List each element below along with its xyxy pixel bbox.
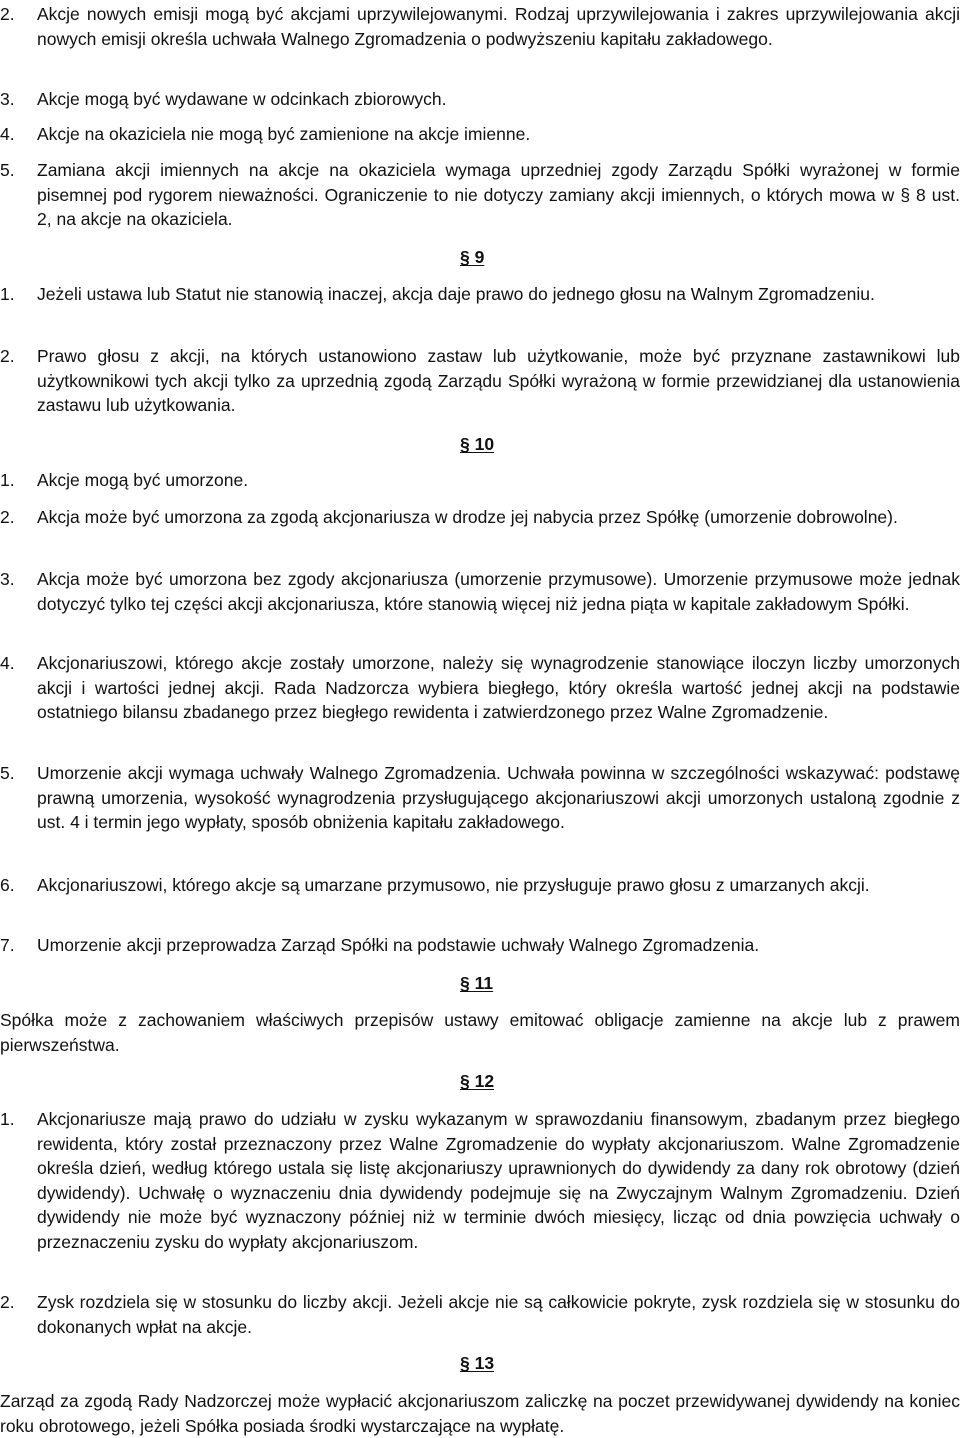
- paragraph-text: Spółka może z zachowaniem właściwych przepisów ustawy emitować obligacje zamienne na akcje lub z prawem pierwszeństwa.: [0, 1010, 960, 1055]
- item-text: Akcja może być umorzona za zgodą akcjonariusza w drodze jej nabycia przez Spółkę (umorzenie dobrowolne).: [37, 507, 898, 527]
- list-item: [0, 282, 960, 307]
- item-number: 5.: [0, 160, 15, 180]
- list-item: [0, 2, 960, 51]
- item-text: Jeżeli ustawa lub Statut nie stanowią inaczej, akcja daje prawo do jednego głosu na Walnym Zgromadzeniu.: [37, 284, 875, 304]
- list-item: [0, 158, 960, 232]
- item-text: Umorzenie akcji przeprowadza Zarząd Spółki na podstawie uchwały Walnego Zgromadzenia.: [37, 935, 760, 955]
- list-item: [0, 1290, 960, 1339]
- item-number: 1.: [0, 284, 15, 304]
- list-item: [0, 468, 960, 493]
- list-item: [0, 761, 960, 835]
- item-number: 3.: [0, 569, 15, 589]
- list-item: [0, 344, 960, 418]
- item-text: Akcje mogą być wydawane w odcinkach zbiorowych.: [37, 89, 447, 109]
- section-heading: § 11: [460, 973, 494, 993]
- item-text: Akcjonariuszowi, którego akcje zostały umorzone, należy się wynagrodzenie stanowiące iloczyn liczby umorzonych akcji i wartości jednej akcji. Rada Nadzorcza wybiera biegłego, który określa wartość jednej akcji na podstawie ostatniego bilansu zbadanego przez biegłego rewidenta i zatwierdzonego przez Walne Zgromadzenie.: [37, 653, 960, 722]
- item-text: Prawo głosu z akcji, na których ustanowiono zastaw lub użytkowanie, może być przyznane zastawnikowi lub użytkownikowi tych akcji tylko za uprzednią zgodą Zarządu Spółki wyrażoną w formie przewidzianej dla ustanowienia zastawu lub użytkowania.: [37, 346, 960, 415]
- item-number: 2.: [0, 1292, 15, 1312]
- item-text: Akcje nowych emisji mogą być akcjami uprzywilejowanymi. Rodzaj uprzywilejowania i zakres uprzywilejowania akcji nowych emisji określa uchwała Walnego Zgromadzenia o podwyższeniu kapitału zakładowego.: [37, 4, 960, 49]
- item-number: 1.: [0, 1109, 15, 1129]
- section-heading: § 10: [460, 434, 495, 454]
- section-heading: § 9: [460, 247, 485, 267]
- item-number: 1.: [0, 470, 15, 490]
- item-number: 6.: [0, 875, 15, 895]
- item-text: Akcja może być umorzona bez zgody akcjonariusza (umorzenie przymusowe). Umorzenie przymusowe może jednak dotyczyć tylko tej części akcji akcjonariusza, które stanowią więcej niż jedna piąta w kapitale zakładowym Spółki.: [37, 569, 960, 614]
- item-number: 3.: [0, 89, 15, 109]
- item-number: 2.: [0, 507, 15, 527]
- item-number: 2.: [0, 4, 15, 24]
- section-heading: § 13: [460, 1353, 495, 1373]
- item-number: 7.: [0, 935, 15, 955]
- item-text: Umorzenie akcji wymaga uchwały Walnego Zgromadzenia. Uchwała powinna w szczególności wskazywać: podstawę prawną umorzenia, wysokość wynagrodzenia przysługującego akcjonariuszowi akcji umorzonych ustaloną zgodnie z ust. 4 i termin jego wypłaty, sposób obniżenia kapitału zakładowego.: [37, 763, 960, 832]
- item-number: 5.: [0, 763, 15, 783]
- item-number: 4.: [0, 124, 15, 144]
- list-item: [0, 567, 960, 616]
- list-item: [0, 122, 960, 147]
- item-text: Akcjonariusze mają prawo do udziału w zysku wykazanym w sprawozdaniu finansowym, zbadanym przez biegłego rewidenta, który został przeznaczony przez Walne Zgromadzenie do wypłaty akcjonariuszom. Walne Zgromadzenie określa dzień, według którego ustala się listę akcjonariuszy uprawnionych do dywidendy za dany rok obrotowy (dzień dywidendy). Uchwałę o wyznaczeniu dnia dywidendy podejmuje się na Zwyczajnym Walnym Zgromadzeniu. Dzień dywidendy nie może być wyznaczony później niż w terminie dwóch miesięcy, licząc od dnia powzięcia uchwały o przeznaczeniu zysku do wypłaty akcjonariuszom.: [37, 1109, 960, 1252]
- item-text: Zysk rozdziela się w stosunku do liczby akcji. Jeżeli akcje nie są całkowicie pokryte, zysk rozdziela się w stosunku do dokonanych wpłat na akcje.: [37, 1292, 960, 1337]
- list-item: [0, 933, 960, 958]
- item-number: 2.: [0, 346, 15, 366]
- item-number: 4.: [0, 653, 15, 673]
- paragraph-text: Zarząd za zgodą Rady Nadzorczej może wypłacić akcjonariuszom zaliczkę na poczet przewidywanej dywidendy na koniec roku obrotowego, jeżeli Spółka posiada środki wystarczające na wypłatę.: [0, 1391, 960, 1436]
- item-text: Zamiana akcji imiennych na akcje na okaziciela wymaga uprzedniej zgody Zarządu Spółki wyrażonej w formie pisemnej pod rygorem nieważności. Ograniczenie to nie dotyczy zamiany akcji imiennych, o których mowa w § 8 ust. 2, na akcje na okaziciela.: [37, 160, 960, 229]
- list-item: [0, 873, 960, 898]
- list-item: [0, 505, 960, 530]
- list-item: [0, 651, 960, 725]
- list-item: [0, 87, 960, 112]
- item-text: Akcjonariuszowi, którego akcje są umarzane przymusowo, nie przysługuje prawo głosu z umarzanych akcji.: [37, 875, 870, 895]
- list-item: [0, 1107, 960, 1254]
- section-heading: § 12: [460, 1071, 495, 1091]
- item-text: Akcje na okaziciela nie mogą być zamienione na akcje imienne.: [37, 124, 531, 144]
- item-text: Akcje mogą być umorzone.: [37, 470, 249, 490]
